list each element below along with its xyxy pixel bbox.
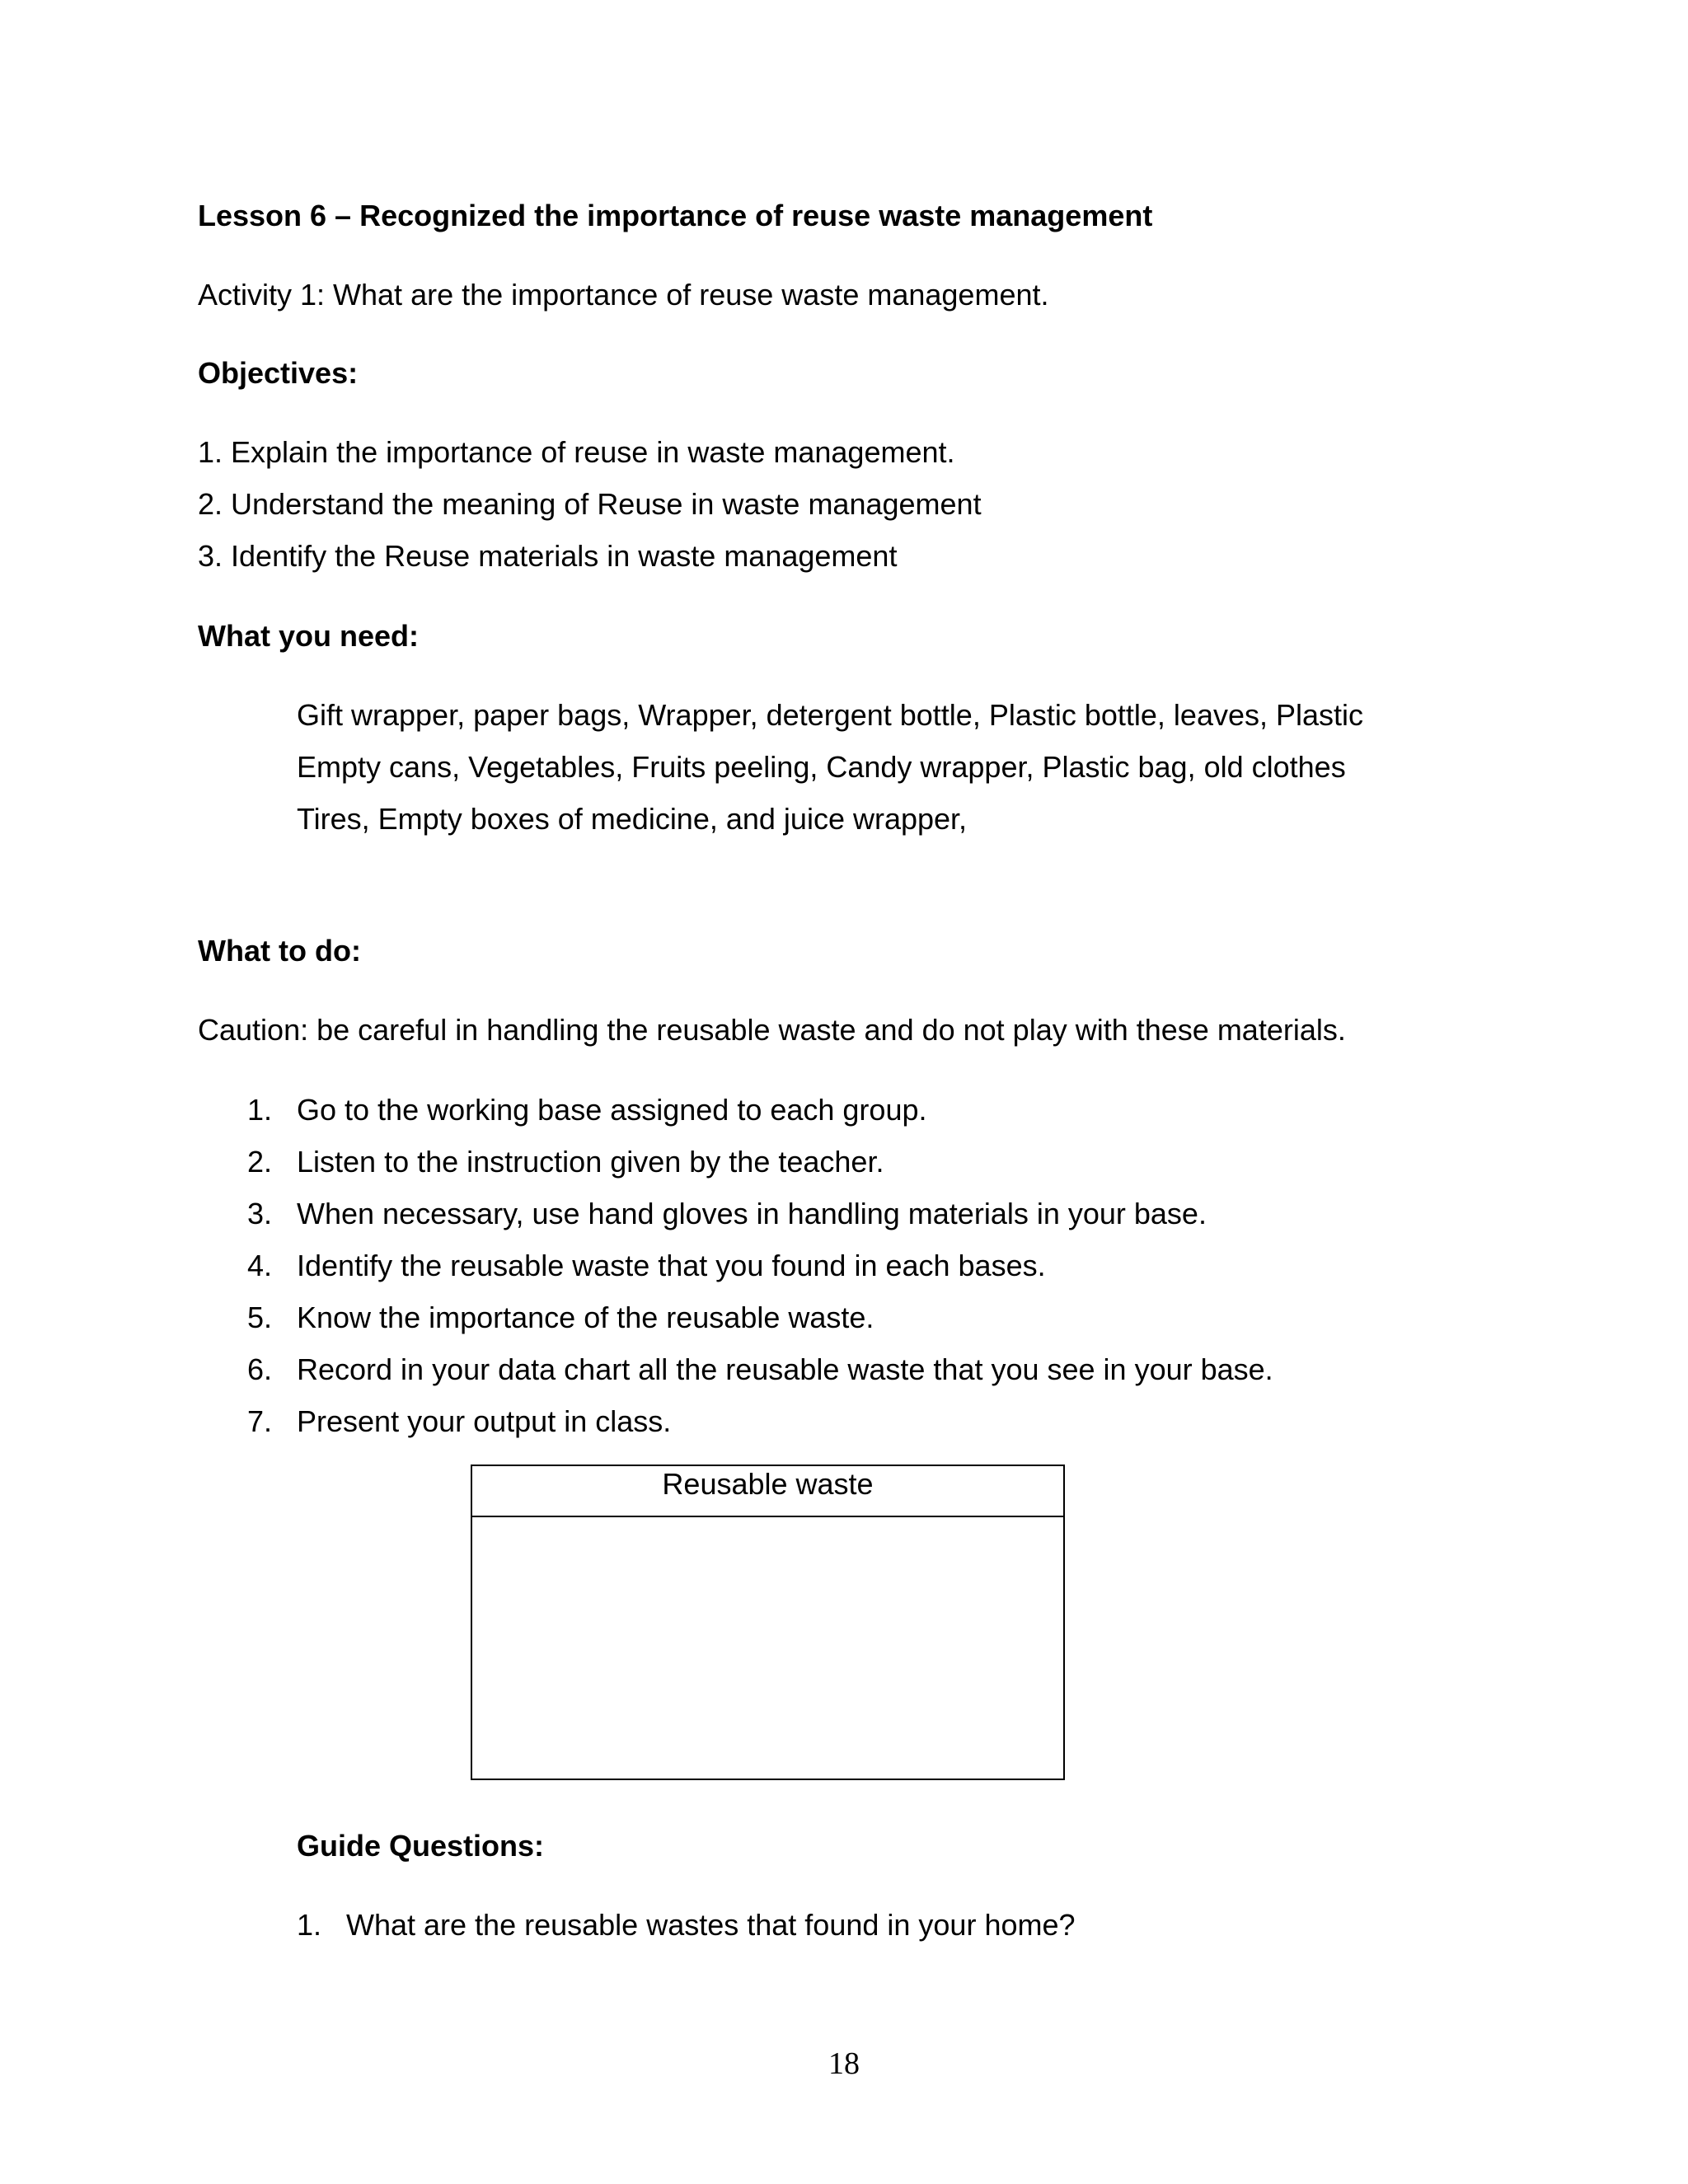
question-number: 1. (297, 1908, 322, 1942)
materials-line: Gift wrapper, paper bags, Wrapper, detergent bottle, Plastic bottle, leaves, Plastic (297, 698, 1364, 732)
step-text: Record in your data chart all the reusable waste that you see in your base. (297, 1352, 1273, 1386)
objectives-heading: Objectives: (198, 356, 359, 390)
step-number: 3. (246, 1197, 272, 1230)
caution-text: Caution: be careful in handling the reusable waste and do not play with these materials. (198, 1013, 1346, 1047)
step-number: 1. (246, 1093, 272, 1127)
step-text: Go to the working base assigned to each group. (297, 1093, 927, 1127)
step-number: 7. (246, 1404, 272, 1438)
step-number: 2. (246, 1145, 272, 1179)
objective-item: 1. Explain the importance of reuse in waste management. (198, 435, 955, 469)
table-header: Reusable waste (472, 1466, 1063, 1517)
objective-item: 2. Understand the meaning of Reuse in waste management (198, 487, 982, 521)
activity-title: Activity 1: What are the importance of reuse waste management. (198, 278, 1049, 312)
table-body-cell[interactable] (472, 1517, 1063, 1779)
step-text: Know the importance of the reusable waste. (297, 1301, 874, 1334)
guide-questions-heading: Guide Questions: (297, 1829, 545, 1863)
step-number: 6. (246, 1352, 272, 1386)
what-to-do-heading: What to do: (198, 934, 361, 968)
lesson-title: Lesson 6 – Recognized the importance of reuse waste management (198, 199, 1153, 232)
what-you-need-heading: What you need: (198, 619, 419, 653)
step-number: 5. (246, 1301, 272, 1334)
step-text: Present your output in class. (297, 1404, 672, 1438)
materials-line: Empty cans, Vegetables, Fruits peeling, Candy wrapper, Plastic bag, old clothes (297, 750, 1346, 784)
step-text: Identify the reusable waste that you found in each bases. (297, 1249, 1046, 1282)
materials-line: Tires, Empty boxes of medicine, and juice wrapper, (297, 802, 968, 836)
question-text: What are the reusable wastes that found in your home? (346, 1908, 1076, 1942)
objective-item: 3. Identify the Reuse materials in waste management (198, 539, 898, 573)
step-text: When necessary, use hand gloves in handling materials in your base. (297, 1197, 1207, 1230)
step-text: Listen to the instruction given by the teacher. (297, 1145, 884, 1179)
step-number: 4. (246, 1249, 272, 1282)
page-number: 18 (828, 2046, 860, 2081)
reusable-waste-table (471, 1465, 1065, 1780)
